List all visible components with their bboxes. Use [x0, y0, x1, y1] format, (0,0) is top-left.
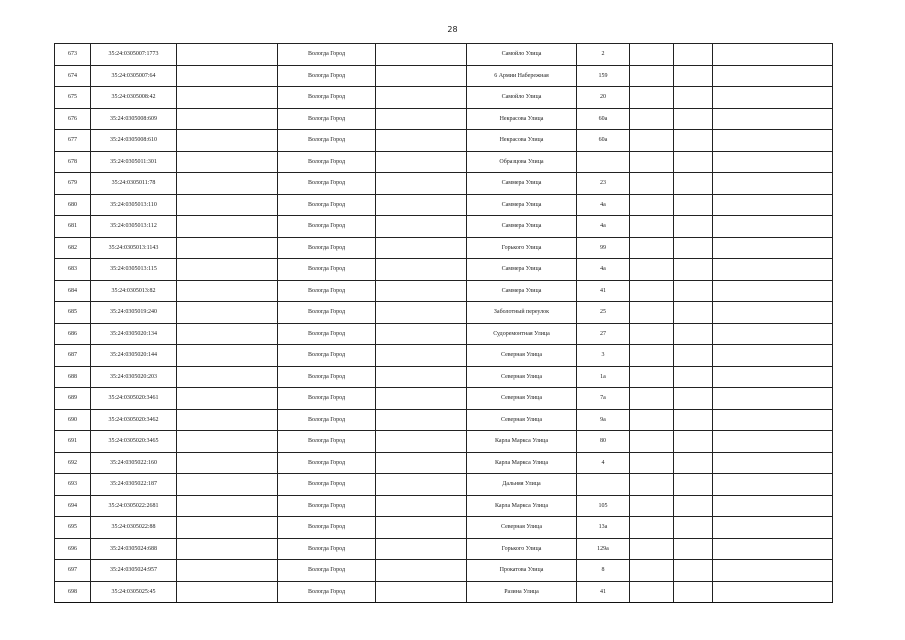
empty-cell: [376, 151, 467, 173]
empty-cell: [177, 345, 278, 367]
row-number-cell: 690: [55, 409, 91, 431]
empty-cell: [376, 302, 467, 324]
empty-cell: [177, 474, 278, 496]
empty-cell: [376, 517, 467, 539]
empty-cell: [713, 173, 833, 195]
street-cell: Судоремонтная Улица: [467, 323, 577, 345]
empty-cell: [630, 87, 674, 109]
cadastral-number-cell: 35:24:0305020:3465: [91, 431, 177, 453]
empty-cell: [376, 87, 467, 109]
row-number-cell: 678: [55, 151, 91, 173]
street-cell: Саммера Улица: [467, 216, 577, 238]
empty-cell: [713, 581, 833, 603]
city-cell: Вологда Город: [278, 65, 376, 87]
street-cell: Некрасова Улица: [467, 108, 577, 130]
table-row: [55, 581, 833, 603]
street-cell: Дальняя Улица: [467, 474, 577, 496]
street-cell: Некрасова Улица: [467, 130, 577, 152]
empty-cell: [713, 108, 833, 130]
table-row: [55, 130, 833, 152]
page-number: 28: [447, 25, 458, 34]
empty-cell: [674, 151, 713, 173]
house-number-cell: 13а: [577, 517, 630, 539]
empty-cell: [713, 474, 833, 496]
empty-cell: [376, 366, 467, 388]
row-number-cell: 684: [55, 280, 91, 302]
house-number-cell: 4а: [577, 216, 630, 238]
empty-cell: [674, 108, 713, 130]
empty-cell: [177, 431, 278, 453]
table-row: [55, 302, 833, 324]
empty-cell: [177, 194, 278, 216]
registry-table-body: [55, 44, 833, 603]
empty-cell: [674, 65, 713, 87]
row-number-cell: 694: [55, 495, 91, 517]
empty-cell: [674, 323, 713, 345]
street-cell: Заболотный переулок: [467, 302, 577, 324]
empty-cell: [713, 44, 833, 66]
street-cell: Северная Улица: [467, 366, 577, 388]
city-cell: Вологда Город: [278, 495, 376, 517]
street-cell: Горького Улица: [467, 237, 577, 259]
cadastral-number-cell: 35:24:0305011:301: [91, 151, 177, 173]
cadastral-number-cell: 35:24:0305022:160: [91, 452, 177, 474]
empty-cell: [713, 517, 833, 539]
house-number-cell: 3: [577, 345, 630, 367]
row-number-cell: 673: [55, 44, 91, 66]
street-cell: Карла Маркса Улица: [467, 452, 577, 474]
street-cell: 6 Армии Набережная: [467, 65, 577, 87]
row-number-cell: 682: [55, 237, 91, 259]
city-cell: Вологда Город: [278, 237, 376, 259]
city-cell: Вологда Город: [278, 194, 376, 216]
empty-cell: [177, 108, 278, 130]
empty-cell: [674, 130, 713, 152]
empty-cell: [674, 280, 713, 302]
empty-cell: [376, 259, 467, 281]
city-cell: Вологда Город: [278, 345, 376, 367]
house-number-cell: 1а: [577, 366, 630, 388]
city-cell: Вологда Город: [278, 560, 376, 582]
city-cell: Вологда Город: [278, 302, 376, 324]
street-cell: Северная Улица: [467, 517, 577, 539]
street-cell: Саммера Улица: [467, 194, 577, 216]
cadastral-number-cell: 35:24:0305024:688: [91, 538, 177, 560]
empty-cell: [177, 151, 278, 173]
empty-cell: [630, 151, 674, 173]
empty-cell: [674, 409, 713, 431]
empty-cell: [630, 216, 674, 238]
house-number-cell: 25: [577, 302, 630, 324]
city-cell: Вологда Город: [278, 431, 376, 453]
empty-cell: [630, 280, 674, 302]
house-number-cell: 2: [577, 44, 630, 66]
empty-cell: [674, 345, 713, 367]
table-row: [55, 237, 833, 259]
table-row: [55, 44, 833, 66]
table-row: [55, 409, 833, 431]
street-cell: Карла Маркса Улица: [467, 431, 577, 453]
row-number-cell: 693: [55, 474, 91, 496]
city-cell: Вологда Город: [278, 280, 376, 302]
cadastral-number-cell: 35:24:0305008:610: [91, 130, 177, 152]
table-row: [55, 216, 833, 238]
empty-cell: [630, 581, 674, 603]
house-number-cell: [577, 474, 630, 496]
empty-cell: [630, 108, 674, 130]
empty-cell: [376, 323, 467, 345]
empty-cell: [713, 538, 833, 560]
table-row: [55, 173, 833, 195]
street-cell: Образцова Улица: [467, 151, 577, 173]
cadastral-number-cell: 35:24:0305011:78: [91, 173, 177, 195]
cadastral-number-cell: 35:24:0305007:64: [91, 65, 177, 87]
empty-cell: [630, 495, 674, 517]
empty-cell: [674, 581, 713, 603]
city-cell: Вологда Город: [278, 366, 376, 388]
empty-cell: [674, 259, 713, 281]
row-number-cell: 689: [55, 388, 91, 410]
empty-cell: [376, 194, 467, 216]
street-cell: Северная Улица: [467, 345, 577, 367]
row-number-cell: 698: [55, 581, 91, 603]
cadastral-number-cell: 35:24:0305020:134: [91, 323, 177, 345]
house-number-cell: 41: [577, 280, 630, 302]
street-cell: Северная Улица: [467, 388, 577, 410]
empty-cell: [177, 65, 278, 87]
row-number-cell: 687: [55, 345, 91, 367]
cadastral-number-cell: 35:24:0305022:2681: [91, 495, 177, 517]
street-cell: Саммера Улица: [467, 259, 577, 281]
city-cell: Вологда Город: [278, 538, 376, 560]
house-number-cell: 8: [577, 560, 630, 582]
table-row: [55, 538, 833, 560]
row-number-cell: 680: [55, 194, 91, 216]
table-row: [55, 431, 833, 453]
cadastral-number-cell: 35:24:0305008:609: [91, 108, 177, 130]
empty-cell: [630, 538, 674, 560]
empty-cell: [376, 474, 467, 496]
house-number-cell: 105: [577, 495, 630, 517]
city-cell: Вологда Город: [278, 581, 376, 603]
empty-cell: [674, 302, 713, 324]
empty-cell: [376, 452, 467, 474]
cadastral-number-cell: 35:24:0305025:45: [91, 581, 177, 603]
empty-cell: [713, 259, 833, 281]
empty-cell: [376, 431, 467, 453]
street-cell: Разина Улица: [467, 581, 577, 603]
empty-cell: [376, 409, 467, 431]
empty-cell: [713, 87, 833, 109]
empty-cell: [376, 237, 467, 259]
street-cell: Прокатова Улица: [467, 560, 577, 582]
table-row: [55, 366, 833, 388]
row-number-cell: 679: [55, 173, 91, 195]
empty-cell: [713, 323, 833, 345]
row-number-cell: 674: [55, 65, 91, 87]
street-cell: Саммера Улица: [467, 280, 577, 302]
table-row: [55, 560, 833, 582]
empty-cell: [713, 302, 833, 324]
empty-cell: [713, 151, 833, 173]
empty-cell: [713, 366, 833, 388]
empty-cell: [630, 409, 674, 431]
empty-cell: [177, 87, 278, 109]
empty-cell: [713, 194, 833, 216]
empty-cell: [674, 194, 713, 216]
empty-cell: [713, 560, 833, 582]
empty-cell: [376, 173, 467, 195]
empty-cell: [713, 388, 833, 410]
empty-cell: [177, 259, 278, 281]
registry-table: [54, 43, 833, 603]
empty-cell: [630, 431, 674, 453]
city-cell: Вологда Город: [278, 173, 376, 195]
empty-cell: [630, 65, 674, 87]
table-row: [55, 517, 833, 539]
empty-cell: [376, 130, 467, 152]
empty-cell: [630, 237, 674, 259]
row-number-cell: 692: [55, 452, 91, 474]
house-number-cell: [577, 151, 630, 173]
city-cell: Вологда Город: [278, 474, 376, 496]
empty-cell: [376, 560, 467, 582]
cadastral-number-cell: 35:24:0305013:110: [91, 194, 177, 216]
row-number-cell: 683: [55, 259, 91, 281]
table-row: [55, 495, 833, 517]
cadastral-number-cell: 35:24:0305007:1773: [91, 44, 177, 66]
empty-cell: [177, 237, 278, 259]
empty-cell: [376, 216, 467, 238]
empty-cell: [713, 452, 833, 474]
empty-cell: [630, 517, 674, 539]
house-number-cell: 60а: [577, 130, 630, 152]
empty-cell: [376, 108, 467, 130]
empty-cell: [674, 452, 713, 474]
empty-cell: [713, 409, 833, 431]
empty-cell: [177, 388, 278, 410]
table-row: [55, 452, 833, 474]
empty-cell: [177, 452, 278, 474]
street-cell: Северная Улица: [467, 409, 577, 431]
row-number-cell: 676: [55, 108, 91, 130]
cadastral-number-cell: 35:24:0305024:957: [91, 560, 177, 582]
empty-cell: [630, 302, 674, 324]
house-number-cell: 60а: [577, 108, 630, 130]
empty-cell: [674, 216, 713, 238]
city-cell: Вологда Город: [278, 388, 376, 410]
empty-cell: [630, 388, 674, 410]
city-cell: Вологда Город: [278, 130, 376, 152]
house-number-cell: 9а: [577, 409, 630, 431]
empty-cell: [630, 560, 674, 582]
cadastral-number-cell: 35:24:0305022:88: [91, 517, 177, 539]
empty-cell: [713, 280, 833, 302]
table-row: [55, 151, 833, 173]
empty-cell: [630, 366, 674, 388]
empty-cell: [177, 130, 278, 152]
empty-cell: [630, 345, 674, 367]
table-row: [55, 345, 833, 367]
empty-cell: [376, 65, 467, 87]
city-cell: Вологда Город: [278, 87, 376, 109]
street-cell: Самойло Улица: [467, 87, 577, 109]
city-cell: Вологда Город: [278, 259, 376, 281]
empty-cell: [713, 237, 833, 259]
cadastral-number-cell: 35:24:0305020:3461: [91, 388, 177, 410]
empty-cell: [376, 280, 467, 302]
cadastral-number-cell: 35:24:0305020:203: [91, 366, 177, 388]
house-number-cell: 4: [577, 452, 630, 474]
city-cell: Вологда Город: [278, 44, 376, 66]
cadastral-number-cell: 35:24:0305013:115: [91, 259, 177, 281]
empty-cell: [674, 517, 713, 539]
empty-cell: [177, 495, 278, 517]
empty-cell: [177, 280, 278, 302]
house-number-cell: 23: [577, 173, 630, 195]
empty-cell: [674, 538, 713, 560]
empty-cell: [674, 495, 713, 517]
table-row: [55, 280, 833, 302]
cadastral-number-cell: 35:24:0305008:42: [91, 87, 177, 109]
empty-cell: [630, 452, 674, 474]
table-row: [55, 65, 833, 87]
empty-cell: [177, 216, 278, 238]
table-row: [55, 388, 833, 410]
house-number-cell: 80: [577, 431, 630, 453]
empty-cell: [674, 366, 713, 388]
row-number-cell: 681: [55, 216, 91, 238]
street-cell: Карла Маркса Улица: [467, 495, 577, 517]
empty-cell: [713, 345, 833, 367]
empty-cell: [630, 130, 674, 152]
row-number-cell: 697: [55, 560, 91, 582]
table-row: [55, 474, 833, 496]
house-number-cell: 4а: [577, 259, 630, 281]
cadastral-number-cell: 35:24:0305013:112: [91, 216, 177, 238]
empty-cell: [376, 581, 467, 603]
house-number-cell: 4а: [577, 194, 630, 216]
empty-cell: [177, 409, 278, 431]
house-number-cell: 27: [577, 323, 630, 345]
table-row: [55, 108, 833, 130]
empty-cell: [630, 44, 674, 66]
city-cell: Вологда Город: [278, 216, 376, 238]
empty-cell: [376, 388, 467, 410]
house-number-cell: 159: [577, 65, 630, 87]
row-number-cell: 677: [55, 130, 91, 152]
empty-cell: [674, 173, 713, 195]
empty-cell: [674, 237, 713, 259]
empty-cell: [177, 44, 278, 66]
empty-cell: [674, 388, 713, 410]
empty-cell: [713, 431, 833, 453]
table-row: [55, 259, 833, 281]
empty-cell: [376, 345, 467, 367]
empty-cell: [177, 323, 278, 345]
cadastral-number-cell: 35:24:0305013:82: [91, 280, 177, 302]
house-number-cell: 129а: [577, 538, 630, 560]
empty-cell: [177, 517, 278, 539]
cadastral-number-cell: 35:24:0305020:3462: [91, 409, 177, 431]
city-cell: Вологда Город: [278, 151, 376, 173]
row-number-cell: 686: [55, 323, 91, 345]
street-cell: Саммера Улица: [467, 173, 577, 195]
house-number-cell: 99: [577, 237, 630, 259]
city-cell: Вологда Город: [278, 323, 376, 345]
table-row: [55, 87, 833, 109]
table-row: [55, 323, 833, 345]
row-number-cell: 695: [55, 517, 91, 539]
cadastral-number-cell: 35:24:0305013:1143: [91, 237, 177, 259]
street-cell: Самойло Улица: [467, 44, 577, 66]
street-cell: Горького Улица: [467, 538, 577, 560]
row-number-cell: 675: [55, 87, 91, 109]
row-number-cell: 696: [55, 538, 91, 560]
empty-cell: [376, 495, 467, 517]
empty-cell: [674, 560, 713, 582]
empty-cell: [376, 538, 467, 560]
empty-cell: [177, 173, 278, 195]
empty-cell: [177, 581, 278, 603]
empty-cell: [713, 495, 833, 517]
empty-cell: [376, 44, 467, 66]
house-number-cell: 7а: [577, 388, 630, 410]
city-cell: Вологда Город: [278, 409, 376, 431]
city-cell: Вологда Город: [278, 452, 376, 474]
empty-cell: [713, 216, 833, 238]
row-number-cell: 688: [55, 366, 91, 388]
empty-cell: [674, 474, 713, 496]
empty-cell: [674, 44, 713, 66]
empty-cell: [177, 538, 278, 560]
empty-cell: [630, 173, 674, 195]
empty-cell: [630, 194, 674, 216]
empty-cell: [713, 65, 833, 87]
house-number-cell: 20: [577, 87, 630, 109]
empty-cell: [713, 130, 833, 152]
table-row: [55, 194, 833, 216]
empty-cell: [630, 474, 674, 496]
cadastral-number-cell: 35:24:0305022:187: [91, 474, 177, 496]
empty-cell: [674, 431, 713, 453]
empty-cell: [630, 259, 674, 281]
row-number-cell: 691: [55, 431, 91, 453]
house-number-cell: 41: [577, 581, 630, 603]
empty-cell: [177, 302, 278, 324]
row-number-cell: 685: [55, 302, 91, 324]
empty-cell: [177, 560, 278, 582]
empty-cell: [177, 366, 278, 388]
empty-cell: [630, 323, 674, 345]
empty-cell: [674, 87, 713, 109]
cadastral-number-cell: 35:24:0305020:144: [91, 345, 177, 367]
cadastral-number-cell: 35:24:0305019:240: [91, 302, 177, 324]
city-cell: Вологда Город: [278, 517, 376, 539]
city-cell: Вологда Город: [278, 108, 376, 130]
